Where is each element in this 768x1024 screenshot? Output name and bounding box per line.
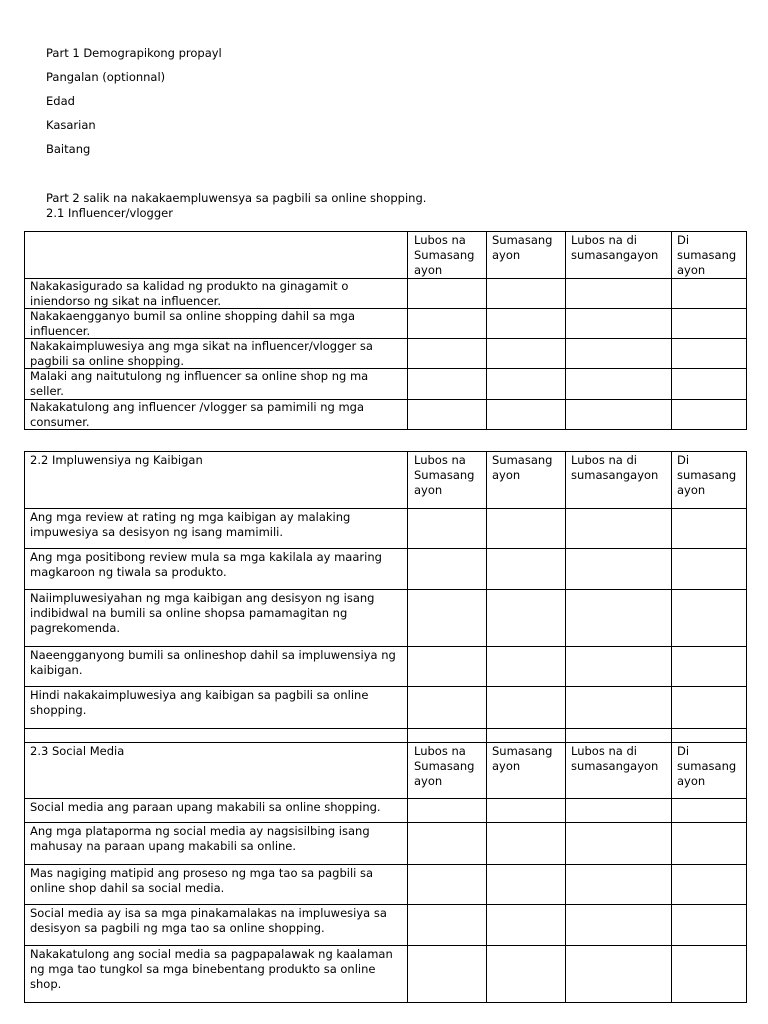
response-cell[interactable]: [672, 339, 747, 369]
statement: Naeengganyong bumili sa onlineshop dahil sa impluwensiya ng kaibigan.: [25, 647, 408, 687]
col-strongly-disagree: Lubos na di sumasangayon: [566, 452, 672, 509]
field-sex: Kasarian: [46, 118, 96, 132]
table-row: [25, 309, 747, 339]
response-cell[interactable]: [487, 509, 566, 549]
table-header-row: [25, 452, 747, 509]
response-cell[interactable]: [672, 799, 747, 823]
col-strongly-agree: Lubos na Sumasang ayon: [408, 232, 487, 279]
response-cell[interactable]: [408, 400, 487, 430]
response-cell[interactable]: [672, 823, 747, 865]
response-cell[interactable]: [672, 509, 747, 549]
part1-title: Part 1 Demograpikong propayl: [46, 46, 222, 60]
response-cell[interactable]: [566, 590, 672, 647]
statement: Hindi nakakaimpluwesiya ang kaibigan sa pagbili sa online shopping.: [25, 687, 408, 729]
response-cell[interactable]: [408, 309, 487, 339]
response-cell[interactable]: [487, 369, 566, 400]
table-row: [25, 905, 747, 946]
response-cell[interactable]: [408, 865, 487, 905]
response-cell[interactable]: [408, 647, 487, 687]
response-cell[interactable]: [408, 369, 487, 400]
response-cell[interactable]: [408, 799, 487, 823]
response-cell[interactable]: [672, 647, 747, 687]
response-cell[interactable]: [487, 823, 566, 865]
table-row: [25, 590, 747, 647]
response-cell[interactable]: [487, 339, 566, 369]
field-grade: Baitang: [46, 142, 91, 156]
response-cell[interactable]: [566, 647, 672, 687]
response-cell[interactable]: [566, 369, 672, 400]
response-cell[interactable]: [566, 339, 672, 369]
response-cell[interactable]: [672, 400, 747, 430]
statement: Mas nagiging matipid ang proseso ng mga tao sa pagbili sa online shop dahil sa social media.: [25, 865, 408, 905]
response-cell[interactable]: [408, 823, 487, 865]
friends-table: [24, 451, 747, 743]
response-cell[interactable]: [487, 865, 566, 905]
response-cell[interactable]: [566, 823, 672, 865]
response-cell[interactable]: [408, 905, 487, 946]
response-cell[interactable]: [408, 549, 487, 590]
table-row: [25, 549, 747, 590]
response-cell[interactable]: [672, 590, 747, 647]
response-cell[interactable]: [487, 590, 566, 647]
response-cell[interactable]: [487, 400, 566, 430]
response-cell[interactable]: [566, 400, 672, 430]
social-media-table: [24, 742, 747, 1003]
table-row: [25, 799, 747, 823]
col-agree: Sumasang ayon: [487, 232, 566, 279]
table-header-row: [25, 232, 747, 279]
response-cell[interactable]: [672, 279, 747, 309]
response-cell[interactable]: [566, 799, 672, 823]
table-row: [25, 509, 747, 549]
table-row: [25, 823, 747, 865]
response-cell[interactable]: [408, 946, 487, 1003]
field-name: Pangalan (optionnal): [46, 70, 166, 84]
statement: Ang mga positibong review mula sa mga kakilala ay maaring magkaroon ng tiwala sa produkto.: [25, 549, 408, 590]
response-cell[interactable]: [487, 799, 566, 823]
response-cell[interactable]: [566, 687, 672, 729]
table-title: 2.2 Impluwensiya ng Kaibigan: [25, 452, 408, 509]
statement: Nakakaengganyo bumil sa online shopping dahil sa mga influencer.: [25, 309, 408, 339]
response-cell[interactable]: [408, 509, 487, 549]
response-cell[interactable]: [672, 905, 747, 946]
response-cell[interactable]: [566, 279, 672, 309]
response-cell[interactable]: [408, 590, 487, 647]
col-disagree: Di sumasang ayon: [672, 743, 747, 799]
response-cell[interactable]: [672, 865, 747, 905]
table-row: [25, 279, 747, 309]
response-cell[interactable]: [408, 279, 487, 309]
response-cell[interactable]: [672, 309, 747, 339]
response-cell[interactable]: [487, 946, 566, 1003]
table-row: [25, 865, 747, 905]
statement: Ang mga plataporma ng social media ay nagsisilbing isang mahusay na paraan upang makabili sa online.: [25, 823, 408, 865]
part2-title: Part 2 salik na nakakaempluwensya sa pagbili sa online shopping.: [46, 191, 427, 205]
response-cell[interactable]: [487, 309, 566, 339]
response-cell[interactable]: [566, 865, 672, 905]
table-header-row: [25, 743, 747, 799]
response-cell[interactable]: [672, 687, 747, 729]
response-cell[interactable]: [487, 549, 566, 590]
response-cell[interactable]: [566, 309, 672, 339]
statement: Nakakatulong ang social media sa pagpapalawak ng kaalaman ng mga tao tungkol sa mga binebentang produkto sa online shop.: [25, 946, 408, 1003]
col-agree: Sumasang ayon: [487, 743, 566, 799]
response-cell[interactable]: [487, 647, 566, 687]
response-cell[interactable]: [566, 509, 672, 549]
response-cell[interactable]: [487, 687, 566, 729]
response-cell[interactable]: [487, 279, 566, 309]
table-row: [25, 647, 747, 687]
col-strongly-disagree: Lubos na di sumasangayon: [566, 743, 672, 799]
col-agree: Sumasang ayon: [487, 452, 566, 509]
response-cell[interactable]: [672, 369, 747, 400]
col-strongly-disagree: Lubos na di sumasangayon: [566, 232, 672, 279]
response-cell[interactable]: [566, 946, 672, 1003]
response-cell[interactable]: [408, 339, 487, 369]
col-strongly-agree: Lubos na Sumasang ayon: [408, 452, 487, 509]
table-row: [25, 400, 747, 430]
response-cell[interactable]: [672, 549, 747, 590]
response-cell[interactable]: [408, 687, 487, 729]
influencer-table: [24, 231, 747, 430]
response-cell[interactable]: [566, 549, 672, 590]
statement: Malaki ang naitutulong ng influencer sa online shop ng ma seller.: [25, 369, 408, 400]
response-cell[interactable]: [487, 905, 566, 946]
spacer-row: [25, 729, 747, 743]
statement: Nakakatulong ang influencer /vlogger sa pamimili ng mga consumer.: [25, 400, 408, 430]
response-cell[interactable]: [672, 946, 747, 1003]
col-strongly-agree: Lubos na Sumasang ayon: [408, 743, 487, 799]
table-title: 2.3 Social Media: [25, 743, 408, 799]
field-age: Edad: [46, 94, 75, 108]
statement: Social media ang paraan upang makabili sa online shopping.: [25, 799, 408, 823]
table-title: [25, 232, 408, 279]
statement: Naiimpluwesiyahan ng mga kaibigan ang desisyon ng isang indibidwal na bumili sa online shopsa pamamagitan ng pagrekomenda.: [25, 590, 408, 647]
table-row: [25, 339, 747, 369]
col-disagree: Di sumasang ayon: [672, 452, 747, 509]
statement: Ang mga review at rating ng mga kaibigan ay malaking impuwesiya sa desisyon ng isang mamimili.: [25, 509, 408, 549]
statement: Nakakaimpluwesiya ang mga sikat na influencer/vlogger sa pagbili sa online shopping.: [25, 339, 408, 369]
table-row: [25, 946, 747, 1003]
response-cell[interactable]: [566, 905, 672, 946]
part2-subtitle: 2.1 Influencer/vlogger: [46, 206, 173, 220]
table-row: [25, 369, 747, 400]
table-row: [25, 687, 747, 729]
statement: Nakakasigurado sa kalidad ng produkto na ginagamit o iniendorso ng sikat na influencer.: [25, 279, 408, 309]
statement: Social media ay isa sa mga pinakamalakas na impluwesiya sa desisyon sa pagbili ng mga tao sa online shopping.: [25, 905, 408, 946]
col-disagree: Di sumasang ayon: [672, 232, 747, 279]
